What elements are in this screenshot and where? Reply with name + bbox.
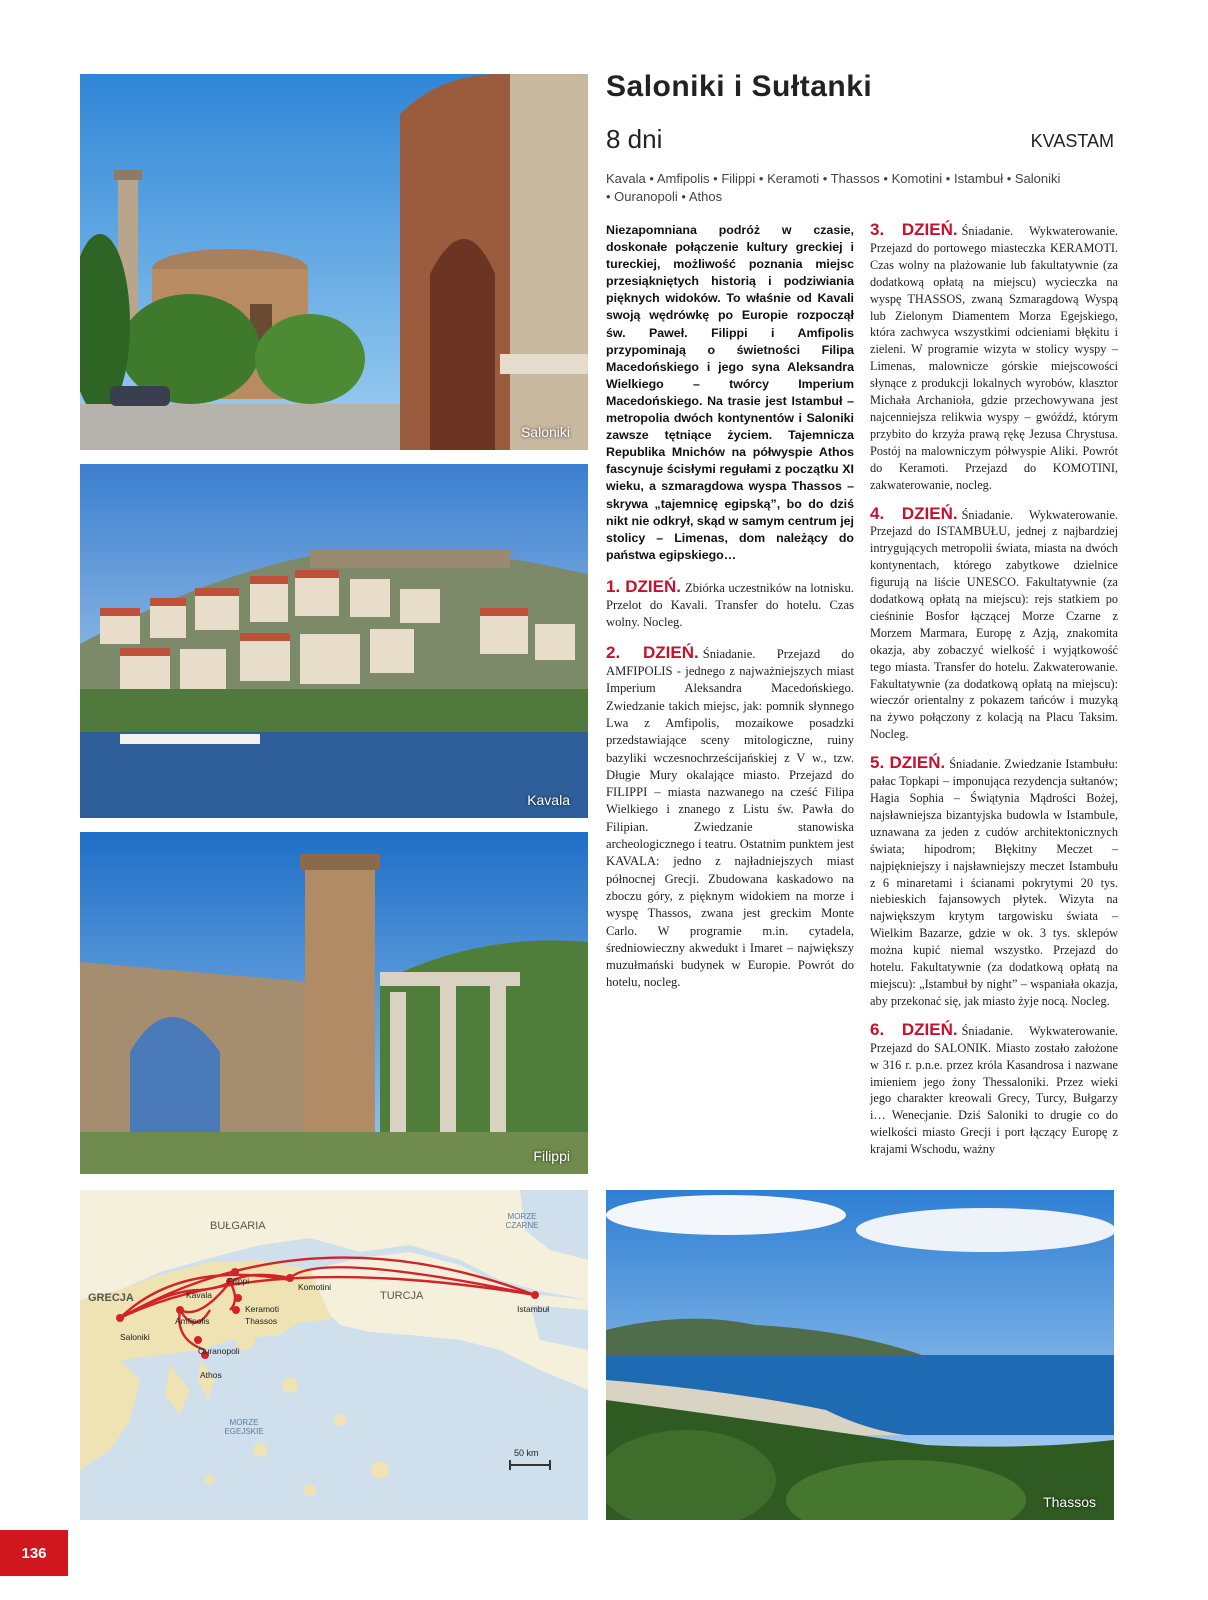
route-stop: Athos	[688, 189, 723, 204]
map-city-ouranopoli: Ouranopoli	[198, 1346, 240, 1356]
route-stop: Amfipolis	[656, 171, 710, 186]
map-city-amfipolis: Amfipolis	[175, 1316, 210, 1326]
day-1	[606, 578, 854, 632]
map-country-greece: GRECJA	[88, 1292, 134, 1304]
day-text: Śniadanie. Zwiedzanie Istambułu: pałac Topkapi – imponująca rezydencja sułtanów; Hagia Sophia – Świątynia Mądrości Bożej, najsławniejsza bizantyjska budowla w Istambule, uznawana za jeden z cudów architektonicznych świata; hipodrom; Błękitny Meczet – najpiękniejszy i najsławniejszy meczet Istambułu z 6 minaretami i ścianami pokrytymi 20 tys. niebieskich fajansowych płytek. Wizyta na największym krytym targowisku świata – Wielkim Bazarze, gdzie w ok. 3 tys. sklepów można kupić niemal wszystko. Przejazd do hotelu. Fakultatywnie (za dodatkową opłatą na miejscu): „Istambuł by night” – wspaniała okazja, aby przekonać się, jak miasto żyje nocą. Nocleg.	[870, 757, 1119, 1008]
map-city-istanbul: Istambuł	[517, 1304, 550, 1314]
organizer-name: KVASTAM	[1030, 131, 1114, 151]
trip-duration: 8 dni	[606, 124, 663, 154]
day-3	[870, 222, 1118, 494]
photo-filippi	[80, 832, 588, 1174]
photo-caption: Thassos	[1043, 1494, 1096, 1510]
map-city-kavala: Kavala	[186, 1290, 212, 1300]
route-stop: Thassos	[830, 171, 880, 186]
day-text: Zbiórka uczestników na lotnisku. Przelot do Kavali. Transfer do hotelu. Czas wolny. Nocleg.	[606, 580, 854, 630]
thassos-image	[606, 1190, 1114, 1520]
map-country-bulgaria: BUŁGARIA	[210, 1220, 266, 1232]
day-heading: 4. DZIEŃ.	[870, 503, 958, 523]
day-text: Śniadanie. Wykwaterowanie. Przejazd do ISTAMBUŁU, jednej z najbardziej intrygujących metropolii świata, miasta na dwóch kontynentach, którego zabytkowe dzielnice figurują na liście UNESCO. Fakultatywnie (za dodatkową opłatą na miejscu): rejs statkiem po cieśninie Bosfor łączącej Morze Czarne z Morzem Marmara, Europę z Azją, znakomita okazja, aby zobaczyć wielkość i wyjątkowość tego miasta. Transfer do hotelu. Zakwaterowanie. Fakultatywnie (za dodatkową opłatą na miejscu): wieczór orientalny z pokazem tańców i muzyką na żywo połączony z kolacją na Placu Taksim. Nocleg.	[870, 507, 1118, 742]
day-text: Śniadanie. Przejazd do AMFIPOLIS - jednego z najważniejszych miast Imperium Aleksandra Macedońskiego. Zwiedzanie takich miejsc, jak: pomnik słynnego Lwa z Amfipolis, mozaikowe posadzki przedstawiające sceny mitologiczne, ruiny bazyliki wczesnochrześcijańskiej z V w., tzw. Długie Mury okalające miasto. Przejazd do FILIPPI – miasta nazwanego na cześć Filipa Wielkiego i znanego z Listu św. Pawła do Filipian. Zwiedzanie stanowiska archeologicznego i teatru. Ostatnim punktem jest KAVALA: jedno z najładniejszych miast północnej Grecji. Zbudowana kaskadowo na zboczu góry, z pięknym widokiem na morze i wyspę Thassos, zwana jest greckim Monte Carlo. W programie m.in. cytadela, średniowieczny akwedukt i Imaret – największy muzułmański budynek w Europie. Powrót do hotelu, nocleg.	[606, 646, 854, 990]
map-marker	[234, 1294, 242, 1302]
route-stop: Filippi	[721, 171, 756, 186]
map-marker	[232, 1306, 240, 1314]
map-country-turkey: TURCJA	[380, 1290, 424, 1302]
map-city-thassos: Thassos	[245, 1316, 278, 1326]
day-5	[870, 755, 1118, 1010]
map-marker	[531, 1291, 539, 1299]
photo-caption: Saloniki	[520, 424, 570, 440]
day-text: Śniadanie. Wykwaterowanie. Przejazd do SALONIK. Miasto zostało założone w 316 r. p.n.e. przez króla Kasandrosa i nazwane imieniem jego żony Thessaloniki. Przez wieki jego charakter kreowali Grecy, Turcy, Bułgarzy i… Wenecjanie. Dziś Saloniki to drugie co do wielkości miasto Grecji i port łączący Europę z krajami Wschodu, ważny	[870, 1023, 1118, 1157]
map-marker	[116, 1314, 124, 1322]
day-heading: 3. DZIEŃ.	[870, 220, 958, 239]
page-number: 136	[0, 1530, 68, 1576]
day-2	[606, 644, 854, 992]
route-map	[80, 1190, 588, 1520]
day-4	[870, 503, 1118, 744]
map-marker	[194, 1336, 202, 1344]
route-stop: Ouranopoli	[614, 189, 678, 204]
filippi-image	[80, 832, 588, 1174]
route-stop: Saloniki	[1014, 171, 1061, 186]
route-stop: Keramoti	[767, 171, 820, 186]
photo-caption: Filippi	[533, 1148, 570, 1164]
map-sea-aegean: MORZE EGEJSKIE	[224, 1418, 264, 1436]
map-marker	[231, 1268, 239, 1276]
map-city-athos: Athos	[200, 1370, 222, 1380]
map-city-komotini: Komotini	[298, 1282, 332, 1292]
text-column-right	[870, 222, 1118, 1170]
photo-kavala	[80, 464, 588, 818]
map-city-filippi: Filippi	[227, 1276, 250, 1286]
route-map-svg	[80, 1190, 588, 1520]
photo-caption: Kavala	[527, 792, 570, 808]
day-6	[870, 1019, 1118, 1158]
intro-text: Niezapomniana podróż w czasie, doskonałe połączenie kultury greckiej i tureckiej, możliwość poznania miejsc przesiąkniętych historią i podziwiania pięknych widoków. To właśnie od Kavali swoją wędrówkę po Europie rozpoczął św. Paweł. Filippi i Amfipolis przypominają o świetności Filipa Macedońskiego i jego syna Aleksandra Wielkiego – twórcy Imperium Macedońskiego. Na trasie jest Istambuł – metropolia dwóch kontynentów i Saloniki zawsze tętniące życiem. Tajemnicza Republika Mnichów na półwyspie Athos fascynuje ścisłymi regułami z początku XI wieku, a szmaragdowa wyspa Thassos – skrywa „tajemnicę egipską”, bo do dziś nikt nie odkrył, skąd w samym centrum jej stolicy – Limenas, dom należący do państwa egipskiego…	[606, 223, 854, 562]
kavala-image	[80, 464, 588, 818]
map-city-keramoti: Keramoti	[245, 1304, 280, 1314]
text-column-left	[606, 222, 854, 1004]
day-heading: 1. DZIEŃ.	[606, 576, 681, 596]
photo-thassos	[606, 1190, 1114, 1520]
route-stop: Komotini	[891, 171, 943, 186]
map-marker	[286, 1274, 294, 1282]
route-stop: Kavala	[606, 171, 646, 186]
map-sea-black: MORZE CZARNE	[505, 1212, 539, 1230]
day-heading: 6. DZIEŃ.	[870, 1019, 958, 1039]
route-stop: Istambuł	[953, 171, 1004, 186]
day-heading: 2. DZIEŃ.	[606, 642, 699, 662]
saloniki-image	[80, 74, 588, 450]
map-marker	[176, 1306, 184, 1314]
map-scale-label: 50 km	[514, 1448, 539, 1458]
map-city-saloniki: Saloniki	[120, 1332, 150, 1342]
photo-saloniki	[80, 74, 588, 450]
day-heading: 5. DZIEŃ.	[870, 753, 946, 773]
page-title: Saloniki i Sułtanki	[606, 70, 873, 103]
day-text: Śniadanie. Wykwaterowanie. Przejazd do portowego miasteczka KERAMOTI. Czas wolny na plażowanie lub fakultatywnie (za dodatkową opłatą na miejscu) wycieczka na wyspę THASSOS, zwaną Szmaragdową Wyspą lub Zielonym Diamentem Morza Egejskiego, która zachwyca wszystkimi odcieniami błękitu i zieleni. W programie wizyta w stolicy wyspy – Limenas, malownicze górskie miejscowości słynące z produkcji lokalnych wyrobów, klasztor Michała Archanioła, gdzie przechowywana jest najcenniejsza relikwia wyspy – gwóźdź, którym przybito do krzyża prawą rękę Jezusa Chrystusa. Postój na malowniczym półwyspie Aliki. Powrót do Keramoti. Przejazd do KOMOTINI, zakwaterowanie, nocleg.	[870, 224, 1118, 492]
route-stops: Kavala • Amfipolis • Filippi • Keramoti • Thassos • Komotini • Istambuł • Saloniki • Ouranopoli • Athos	[606, 171, 1061, 204]
